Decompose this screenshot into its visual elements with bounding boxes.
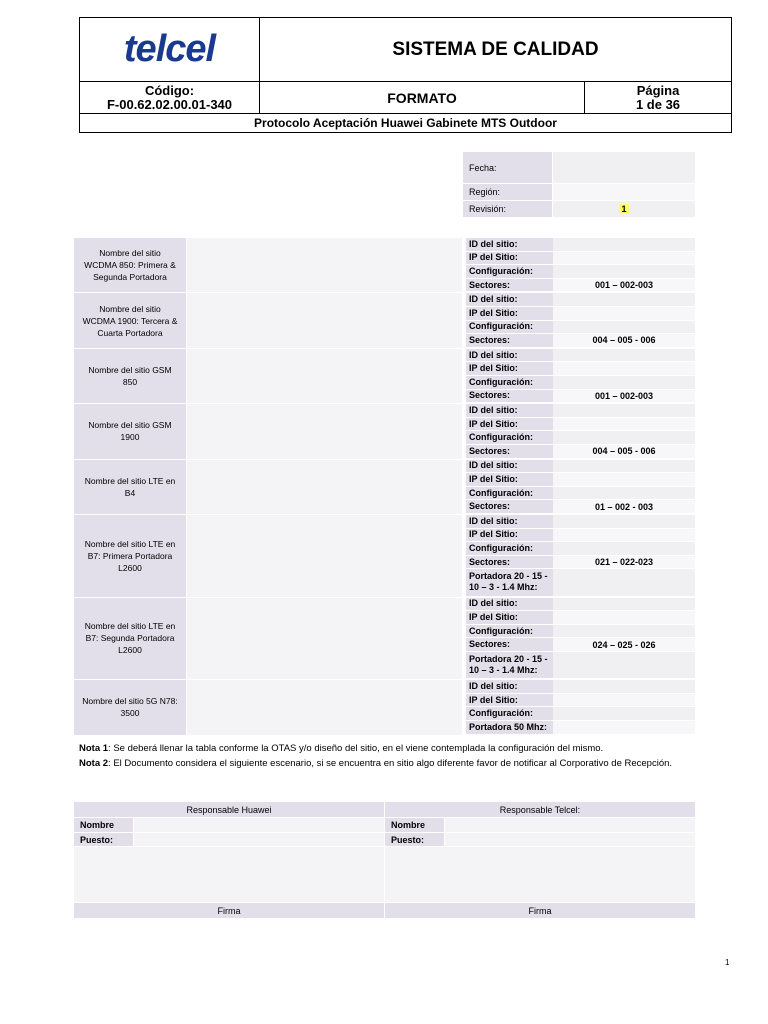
site-field-label: ID del sitio: <box>466 460 553 474</box>
revision-field[interactable] <box>553 201 695 217</box>
doc-title: Protocolo Aceptación Huawei Gabinete MTS Outdoor <box>254 116 557 130</box>
site-name-cell <box>74 238 186 292</box>
site-name-cell <box>74 680 186 734</box>
huawei-puesto-field[interactable] <box>134 833 384 846</box>
huawei-puesto-label: Puesto: <box>74 833 133 846</box>
site-field-value[interactable] <box>553 431 695 445</box>
format-cell <box>259 81 585 114</box>
site-field-label: IP del Sitio: <box>466 307 553 321</box>
site-name: Nombre del sitio LTE en B7: Primera Portadora L2600 <box>84 538 176 573</box>
site-field-label: ID del sitio: <box>466 293 553 307</box>
site-field-value[interactable]: 021 – 022-023 <box>553 556 695 570</box>
note-2-label: Nota 2 <box>79 758 109 769</box>
site-field-label: Configuración: <box>466 707 553 721</box>
site-field-label: Sectores: <box>466 334 553 348</box>
site-field-label: Portadora 50 Mhz: <box>466 721 553 735</box>
fecha-field[interactable] <box>553 152 695 183</box>
site-field-value[interactable] <box>553 252 695 266</box>
site-name: Nombre del sitio WCDMA 850: Primera & Segunda Portadora <box>84 248 176 283</box>
site-field-label: IP del Sitio: <box>466 473 553 487</box>
site-field-label: Sectores: <box>466 638 553 652</box>
code-cell <box>79 81 260 114</box>
site-field-label: Configuración: <box>466 376 553 390</box>
site-field-value[interactable] <box>553 460 695 474</box>
site-field-label: Sectores: <box>466 390 553 404</box>
huawei-signature-area[interactable] <box>74 847 384 902</box>
site-field-label: Configuración: <box>466 625 553 639</box>
huawei-nombre-label: Nombre <box>74 818 133 832</box>
site-field-value[interactable] <box>553 307 695 321</box>
site-field-value[interactable] <box>553 652 695 679</box>
revision-value: 1 <box>621 204 627 214</box>
site-field-value[interactable] <box>553 265 695 279</box>
site-field-label: ID del sitio: <box>466 349 553 363</box>
system-title: SISTEMA DE CALIDAD <box>392 38 599 60</box>
site-field-value[interactable] <box>553 625 695 639</box>
site-field-label: Sectores: <box>466 556 553 570</box>
site-field-value[interactable] <box>553 473 695 487</box>
site-field-value[interactable] <box>553 694 695 708</box>
site-field-label: ID del sitio: <box>466 404 553 418</box>
logo-cell <box>79 17 260 82</box>
site-field-value[interactable] <box>553 542 695 556</box>
huawei-firma-label: Firma <box>74 903 384 918</box>
site-field-value[interactable] <box>553 404 695 418</box>
site-name-field[interactable] <box>187 293 462 347</box>
site-field-label: ID del sitio: <box>466 680 553 694</box>
page-value: 1 de 36 <box>635 96 681 112</box>
site-name: Nombre del sitio WCDMA 1900: Tercera & Cuarta Portadora <box>82 303 178 338</box>
format-label: FORMATO <box>387 89 457 106</box>
site-field-label: ID del sitio: <box>466 515 553 529</box>
site-field-label: Sectores: <box>466 279 553 293</box>
site-field-label: Configuración: <box>466 265 553 279</box>
page-cell <box>584 81 732 114</box>
note-1-text: : Se deberá llenar la tabla conforme la OTAS y/o diseño del sitio, en el viene contemplada la configuración del mismo. <box>108 743 604 754</box>
site-name-cell <box>74 404 186 458</box>
site-name-cell <box>74 349 186 403</box>
site-field-value[interactable]: 001 – 002-003 <box>553 390 695 404</box>
note-2 <box>79 758 749 769</box>
site-name-cell <box>74 598 186 680</box>
site-field-value[interactable] <box>553 238 695 252</box>
site-field-value[interactable]: 004 – 005 - 006 <box>553 334 695 348</box>
site-name-field[interactable] <box>187 515 462 597</box>
site-field-value[interactable] <box>553 321 695 335</box>
page-label: Página <box>636 82 680 98</box>
region-field[interactable] <box>553 184 695 200</box>
site-name: Nombre del sitio GSM 1900 <box>88 420 172 443</box>
revision-label: Revisión: <box>463 201 552 217</box>
site-field-value[interactable] <box>553 487 695 501</box>
site-field-label: Sectores: <box>466 500 553 514</box>
site-field-label: Configuración: <box>466 487 553 501</box>
site-field-value[interactable] <box>553 293 695 307</box>
site-name-field[interactable] <box>187 238 462 292</box>
site-field-value[interactable] <box>553 721 695 735</box>
site-field-value[interactable] <box>553 569 695 596</box>
site-name-cell <box>74 515 186 597</box>
site-name: Nombre del sitio GSM 850 <box>88 364 172 387</box>
telcel-logo: telcel <box>123 28 216 70</box>
site-field-label: Configuración: <box>466 542 553 556</box>
site-field-label: IP del Sitio: <box>466 418 553 432</box>
site-field-value[interactable]: 004 – 005 - 006 <box>553 445 695 459</box>
site-field-label: ID del sitio: <box>466 598 553 612</box>
site-field-value[interactable] <box>553 598 695 612</box>
site-name: Nombre del sitio LTE en B4 <box>84 475 176 498</box>
system-title-cell <box>259 17 732 82</box>
site-field-value[interactable] <box>553 707 695 721</box>
site-field-value[interactable] <box>553 349 695 363</box>
telcel-puesto-field[interactable] <box>445 833 695 846</box>
site-field-value[interactable] <box>553 529 695 543</box>
site-field-label: Portadora 20 - 15 - 10 – 3 - 1.4 Mhz: <box>466 569 553 596</box>
site-field-label: IP del Sitio: <box>466 694 553 708</box>
telcel-puesto-label: Puesto: <box>385 833 444 846</box>
site-field-label: Sectores: <box>466 445 553 459</box>
site-name: Nombre del sitio LTE en B7: Segunda Portadora L2600 <box>84 621 176 656</box>
telcel-signature-area[interactable] <box>385 847 695 902</box>
responsable-huawei-header: Responsable Huawei <box>74 802 384 817</box>
site-name-cell <box>74 293 186 347</box>
site-name-field[interactable] <box>187 349 462 403</box>
note-2-text: : El Documento considera el siguiente escenario, si se encuentra en sitio algo diferente favor de notificar al Corporativo de Recepción. <box>108 758 673 769</box>
site-name-field[interactable] <box>187 404 462 458</box>
region-label: Región: <box>463 184 552 200</box>
site-field-value[interactable] <box>553 376 695 390</box>
fecha-label: Fecha: <box>463 152 552 183</box>
code-label: Código: <box>144 82 195 98</box>
huawei-nombre-field[interactable] <box>134 818 384 832</box>
site-field-label: ID del sitio: <box>466 238 553 252</box>
responsable-telcel-header: Responsable Telcel: <box>385 802 695 817</box>
site-name-field[interactable] <box>187 460 462 514</box>
doc-title-cell <box>79 113 732 133</box>
site-name-field[interactable] <box>187 598 462 680</box>
site-field-label: IP del Sitio: <box>466 362 553 376</box>
site-field-value[interactable]: 01 – 002 - 003 <box>553 500 695 514</box>
telcel-nombre-field[interactable] <box>445 818 695 832</box>
site-field-label: IP del Sitio: <box>466 529 553 543</box>
site-field-label: IP del Sitio: <box>466 611 553 625</box>
telcel-nombre-label: Nombre <box>385 818 444 832</box>
site-field-label: Configuración: <box>466 431 553 445</box>
site-field-value[interactable] <box>553 418 695 432</box>
site-name-field[interactable] <box>187 680 462 734</box>
page-number: 1 <box>725 958 730 967</box>
telcel-firma-label: Firma <box>385 903 695 918</box>
site-field-label: IP del Sitio: <box>466 252 553 266</box>
site-name-cell <box>74 460 186 514</box>
site-field-value[interactable] <box>553 362 695 376</box>
site-field-value[interactable] <box>553 611 695 625</box>
site-name: Nombre del sitio 5G N78: 3500 <box>82 696 178 719</box>
site-field-value[interactable]: 001 – 002-003 <box>553 279 695 293</box>
note-1 <box>79 743 739 754</box>
site-field-label: Configuración: <box>466 321 553 335</box>
site-field-value[interactable] <box>553 680 695 694</box>
site-field-label: Portadora 20 - 15 - 10 – 3 - 1.4 Mhz: <box>466 652 553 679</box>
code-value: F-00.62.02.00.01-340 <box>106 96 233 112</box>
site-field-value[interactable] <box>553 515 695 529</box>
note-1-label: Nota 1 <box>79 743 109 754</box>
site-field-value[interactable]: 024 – 025 - 026 <box>553 638 695 652</box>
